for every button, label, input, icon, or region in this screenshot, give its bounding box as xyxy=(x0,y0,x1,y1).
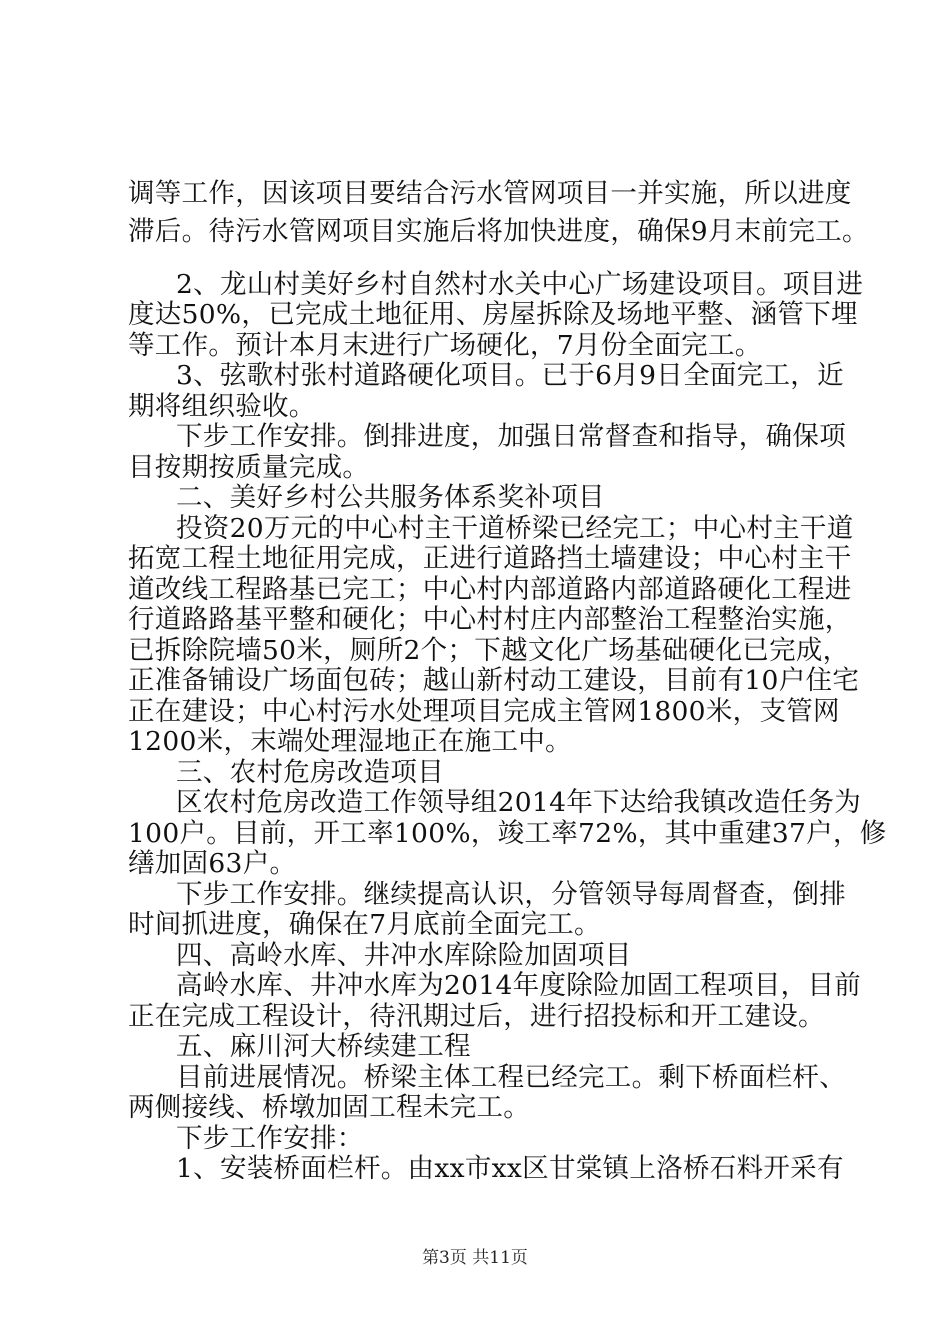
text-line: 下步工作安排： xyxy=(176,1123,364,1154)
text-line: 拓宽工程土地征用完成，正进行道路挡土墙建设；中心村主干 xyxy=(128,543,852,574)
section-heading: 四、高岭水库、井冲水库除险加固项目 xyxy=(176,940,632,971)
text-line: 区农村危房改造工作领导组2014年下达给我镇改造任务为 xyxy=(176,787,862,818)
text-line: 两侧接线、桥墩加固工程未完工。 xyxy=(128,1092,530,1123)
text-line: 目前进展情况。桥梁主体工程已经完工。剩下桥面栏杆、 xyxy=(176,1062,846,1093)
text-line: 道改线工程路基已完工；中心村内部道路内部道路硬化工程进 xyxy=(128,574,852,605)
text-line: 正在完成工程设计，待汛期过后，进行招投标和开工建设。 xyxy=(128,1001,825,1032)
section-heading: 三、农村危房改造项目 xyxy=(176,757,444,788)
text-line: 正准备铺设广场面包砖；越山新村动工建设，目前有10户住宅 xyxy=(128,665,860,696)
text-line: 等工作。预计本月末进行广场硬化，7月份全面完工。 xyxy=(128,330,762,361)
text-line: 时间抓进度，确保在7月底前全面完工。 xyxy=(128,909,601,940)
text-line: 下步工作安排。倒排进度，加强日常督查和指导，确保项 xyxy=(176,421,846,452)
text-line: 100户。目前，开工率100%，竣工率72%，其中重建37户，修 xyxy=(128,818,887,849)
text-line: 度达50%，已完成土地征用、房屋拆除及场地平整、涵管下埋 xyxy=(128,299,858,330)
text-line: 调等工作，因该项目要结合污水管网项目一并实施，所以进度 xyxy=(128,178,852,209)
text-line: 正在建设；中心村污水处理项目完成主管网1800米，支管网 xyxy=(128,696,840,727)
text-line: 缮加固63户。 xyxy=(128,848,297,879)
page-footer: 第3页 共11页 xyxy=(422,1248,528,1268)
text-line: 期将组织验收。 xyxy=(128,391,316,422)
text-line: 高岭水库、井冲水库为2014年度除险加固工程项目，目前 xyxy=(176,970,862,1001)
text-line: 下步工作安排。继续提高认识，分管领导每周督查，倒排 xyxy=(176,879,846,910)
section-heading: 二、美好乡村公共服务体系奖补项目 xyxy=(176,482,605,513)
text-line: 行道路路基平整和硬化；中心村村庄内部整治工程整治实施， xyxy=(128,604,852,635)
text-line: 1、安装桥面栏杆。由xx市xx区甘棠镇上洛桥石料开采有 xyxy=(176,1153,844,1184)
text-line: 滞后。待污水管网项目实施后将加快进度，确保9月末前完工。 xyxy=(128,216,869,247)
text-line: 3、弦歌村张村道路硬化项目。已于6月9日全面完工，近 xyxy=(176,360,844,391)
text-line: 2、龙山村美好乡村自然村水关中心广场建设项目。项目进 xyxy=(176,269,864,300)
section-heading: 五、麻川河大桥续建工程 xyxy=(176,1031,471,1062)
text-line: 投资20万元的中心村主干道桥梁已经完工；中心村主干道 xyxy=(176,513,854,544)
text-line: 已拆除院墙50米，厕所2个；下越文化广场基础硬化已完成， xyxy=(128,635,850,666)
text-line: 目按期按质量完成。 xyxy=(128,452,370,483)
text-line: 1200米，末端处理湿地正在施工中。 xyxy=(128,726,572,757)
